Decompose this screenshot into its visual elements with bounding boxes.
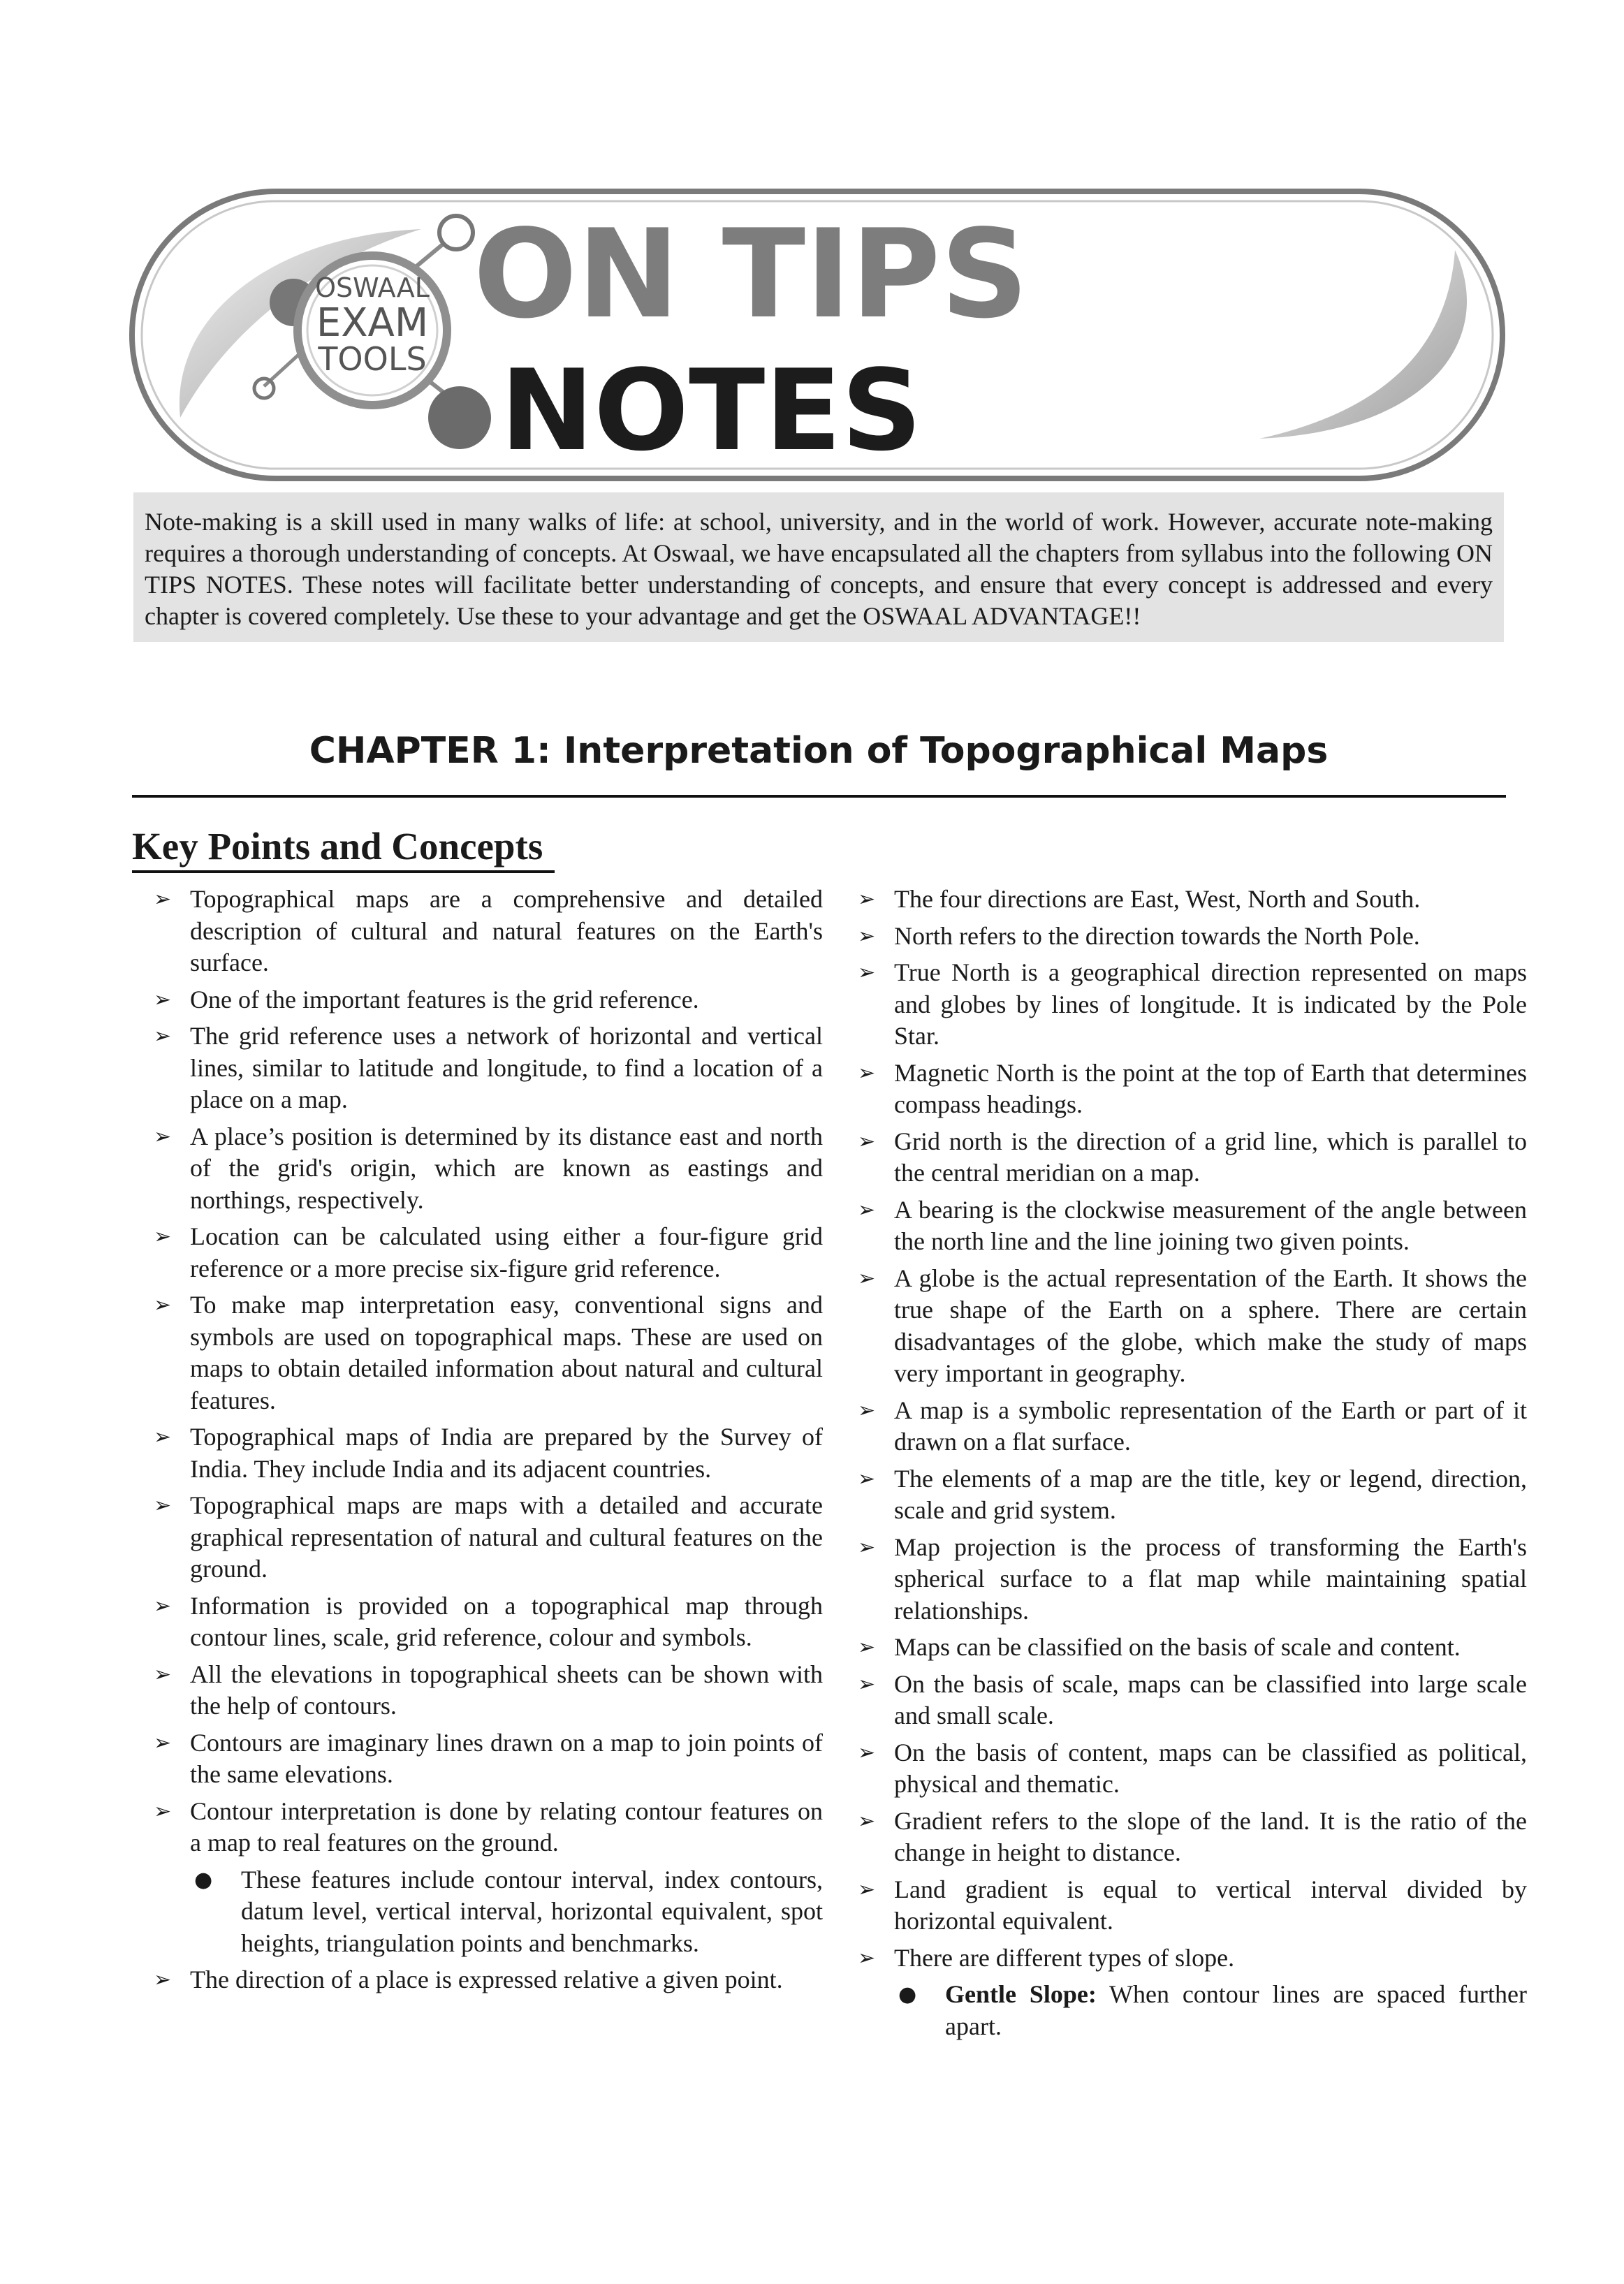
list-item [858, 1806, 1527, 1869]
sub-list-item-text: When contour lines are spaced further apart. [945, 1980, 1527, 2040]
section-title: Key Points and Concepts [132, 825, 543, 868]
list-item-text: Maps can be classified on the basis of scale and content. [894, 1633, 1461, 1661]
arrow-bullet-icon: ➢ [154, 1662, 172, 1687]
arrow-bullet-icon: ➢ [858, 1398, 876, 1423]
list-item-text: Information is provided on a topographical map through contour lines, scale, grid reference, colour and symbols. [190, 1591, 823, 1651]
list-item [154, 1289, 823, 1416]
arrow-bullet-icon: ➢ [858, 1266, 876, 1291]
arrow-bullet-icon: ➢ [154, 1293, 172, 1317]
list-item [154, 884, 823, 979]
section-underline [132, 870, 555, 873]
list-item-text: A map is a symbolic representation of the Earth or part of it drawn on a flat surface. [894, 1396, 1527, 1456]
dot-bullet-icon: ● [194, 1867, 213, 1892]
arrow-bullet-icon: ➢ [154, 1730, 172, 1755]
arrow-bullet-icon: ➢ [858, 1808, 876, 1833]
arrow-bullet-icon: ➢ [154, 1968, 172, 1992]
list-item [154, 1659, 823, 1722]
sub-list-item-text: These features include contour interval, index contours, datum level, vertical interval, horizontal equivalent, spot heights, triangulation points and benchmarks. [241, 1865, 823, 1957]
list-item-text: Topographical maps are maps with a detailed and accurate graphical representation of natural and cultural features on the ground. [190, 1491, 823, 1583]
list-item [858, 1263, 1527, 1390]
arrow-bullet-icon: ➢ [154, 1425, 172, 1449]
chapter-divider [132, 795, 1506, 798]
list-item-text: A place’s position is determined by its distance east and north of the grid's origin, which are known as eastings and northings, respectively. [190, 1122, 823, 1214]
list-item [858, 957, 1527, 1053]
arrow-bullet-icon: ➢ [858, 923, 876, 949]
chapter-title: CHAPTER 1: Interpretation of Topographical Maps [309, 730, 1329, 772]
list-item-text: A globe is the actual representation of the Earth. It shows the true shape of the Earth on a sphere. There are certain disadvantages of the globe, which make the study of maps very important in geography. [894, 1264, 1527, 1387]
logo-line-1: OSWAAL [315, 272, 430, 303]
list-item [858, 1632, 1527, 1664]
list-item-text: There are different types of slope. [894, 1943, 1235, 1972]
list-item-text: True North is a geographical direction represented on maps and globes by lines of longitude. It is indicated by the Pole Star. [894, 958, 1527, 1050]
list-item-text: Topographical maps of India are prepared by the Survey of India. They include India and its adjacent countries. [190, 1423, 823, 1483]
list-item [858, 1463, 1527, 1527]
banner-title-line-1: ON TIPS [473, 204, 1029, 346]
list-item [858, 1532, 1527, 1627]
list-item-text: Contours are imaginary lines drawn on a map to join points of the same elevations. [190, 1728, 823, 1788]
dot-bullet-icon: ● [898, 1982, 917, 2007]
arrow-bullet-icon: ➢ [858, 1877, 876, 1902]
right-column [858, 884, 1527, 2047]
arrow-bullet-icon: ➢ [154, 987, 172, 1012]
list-item [154, 1421, 823, 1485]
list-item [858, 1057, 1527, 1121]
arrow-bullet-icon: ➢ [858, 1635, 876, 1660]
logo-line-2: EXAM [316, 300, 429, 346]
list-item [154, 1490, 823, 1586]
list-item-text: To make map interpretation easy, conventional signs and symbols are used on topographical maps. These are used on maps to obtain detailed information about natural and cultural features. [190, 1291, 823, 1414]
list-item [154, 1796, 823, 1859]
list-item [858, 921, 1527, 953]
list-item-text: The direction of a place is expressed relative a given point. [190, 1965, 783, 1993]
list-item-text: Location can be calculated using either a four-figure grid reference or a more precise six-figure grid reference. [190, 1222, 823, 1282]
arrow-bullet-icon: ➢ [154, 1593, 172, 1618]
arrow-bullet-icon: ➢ [154, 1024, 172, 1048]
list-item-text: One of the important features is the grid reference. [190, 985, 699, 1013]
list-item [858, 1395, 1527, 1458]
intro-box [133, 492, 1504, 642]
list-item [858, 1942, 1527, 1975]
sub-list-item [858, 1979, 1527, 2042]
list-item [154, 1727, 823, 1791]
list-item-text: Contour interpretation is done by relating contour features on a map to real features on the ground. [190, 1796, 823, 1857]
arrow-bullet-icon: ➢ [154, 1124, 172, 1149]
arrow-bullet-icon: ➢ [858, 1197, 876, 1222]
logo-line-3: TOOLS [318, 340, 427, 378]
intro-text: Note-making is a skill used in many walks of life: at school, university, and in the world of work. However, accurate note-making requires a thorough understanding of concepts. At Oswaal, we have encapsulated all the chapters from syllabus into the following ON TIPS NOTES. These notes will facilitate better understanding of concepts, and ensure that every concept is addressed and every chapter is covered completely. Use these to your advantage and get the OSWAAL ADVANTAGE!! [145, 508, 1493, 630]
arrow-bullet-icon: ➢ [858, 1740, 876, 1765]
list-item-text: North refers to the direction towards the North Pole. [894, 921, 1420, 950]
list-item [858, 1669, 1527, 1732]
list-item-text: Grid north is the direction of a grid line, which is parallel to the central meridian on a map. [894, 1127, 1527, 1187]
list-item-text: Topographical maps are a comprehensive and detailed description of cultural and natural features on the Earth's surface. [190, 885, 823, 976]
header-banner [128, 187, 1507, 483]
banner-title-line-2: NOTES [500, 345, 922, 476]
list-item [154, 1590, 823, 1654]
list-item-text: Gradient refers to the slope of the land. It is the ratio of the change in height to distance. [894, 1806, 1527, 1866]
list-item-text: Land gradient is equal to vertical interval divided by horizontal equivalent. [894, 1875, 1527, 1935]
arrow-bullet-icon: ➢ [858, 1129, 876, 1154]
list-item [154, 1221, 823, 1284]
arrow-bullet-icon: ➢ [154, 1799, 172, 1824]
list-item-text: The grid reference uses a network of horizontal and vertical lines, similar to latitude and longitude, to find a location of a place on a map. [190, 1022, 823, 1113]
arrow-bullet-icon: ➢ [858, 960, 876, 985]
list-item-text: The elements of a map are the title, key or legend, direction, scale and grid system. [894, 1464, 1527, 1524]
list-item [858, 1874, 1527, 1938]
arrow-bullet-icon: ➢ [858, 1671, 876, 1697]
list-item-text: On the basis of scale, maps can be classified into large scale and small scale. [894, 1669, 1527, 1729]
left-column [154, 884, 823, 2001]
sub-list-item-term: Gentle Slope: [945, 1980, 1097, 2008]
list-item-text: A bearing is the clockwise measurement of the angle between the north line and the line joining two given points. [894, 1195, 1527, 1255]
sub-list-item [154, 1864, 823, 1960]
list-item [154, 1121, 823, 1217]
list-item [154, 984, 823, 1016]
arrow-bullet-icon: ➢ [858, 1535, 876, 1560]
list-item-text: All the elevations in topographical sheets can be shown with the help of contours. [190, 1660, 823, 1720]
list-item [858, 884, 1527, 916]
list-item-text: Magnetic North is the point at the top of Earth that determines compass headings. [894, 1058, 1527, 1118]
list-item-text: On the basis of content, maps can be classified as political, physical and thematic. [894, 1738, 1527, 1798]
list-item [154, 1020, 823, 1116]
list-item-text: The four directions are East, West, North and South. [894, 885, 1421, 913]
list-item [858, 1194, 1527, 1258]
arrow-bullet-icon: ➢ [154, 1224, 172, 1249]
arrow-bullet-icon: ➢ [154, 1493, 172, 1518]
arrow-bullet-icon: ➢ [858, 1466, 876, 1491]
arrow-bullet-icon: ➢ [154, 887, 172, 912]
list-item [858, 1126, 1527, 1189]
arrow-bullet-icon: ➢ [858, 887, 876, 912]
arrow-bullet-icon: ➢ [858, 1945, 876, 1970]
arrow-bullet-icon: ➢ [858, 1060, 876, 1085]
list-item-text: Map projection is the process of transforming the Earth's spherical surface to a flat map while maintaining spatial relationships. [894, 1532, 1527, 1625]
list-item [858, 1737, 1527, 1801]
list-item [154, 1964, 823, 1996]
